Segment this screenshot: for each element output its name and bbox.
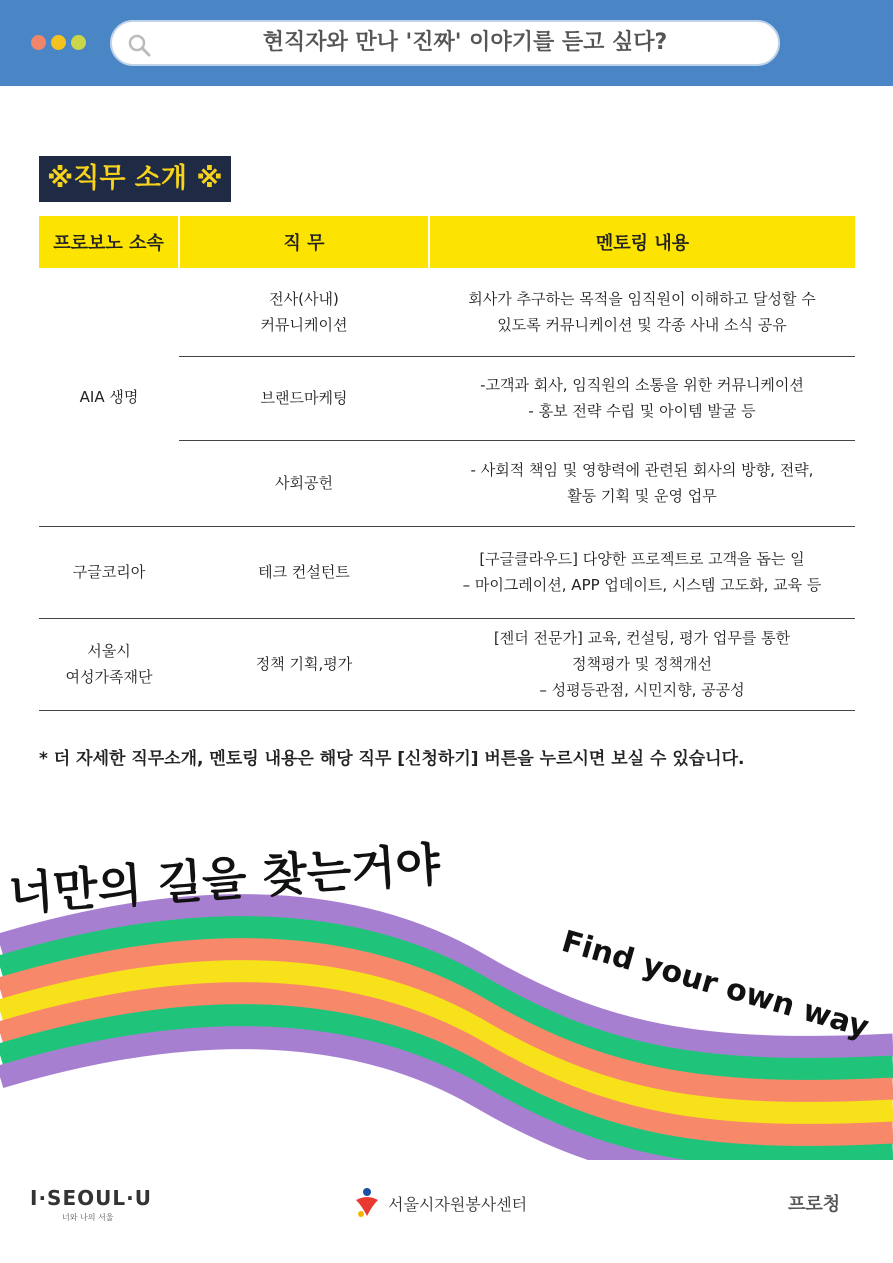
window-dot-red bbox=[31, 35, 46, 50]
search-icon bbox=[126, 32, 152, 58]
table-row bbox=[39, 526, 855, 618]
role-cell: 전사(사내) 커뮤니케이션 bbox=[179, 268, 429, 356]
desc-cell: - 사회적 책임 및 영향력에 관련된 회사의 방향, 전략, 활동 기획 및 운영 업무 bbox=[429, 440, 855, 526]
window-dot-green bbox=[71, 35, 86, 50]
rainbow-stripes bbox=[0, 906, 893, 1160]
table-row bbox=[39, 268, 855, 356]
search-bar[interactable] bbox=[110, 20, 780, 66]
org-cell: 서울시 여성가족재단 bbox=[39, 618, 179, 710]
org-cell: 구글코리아 bbox=[39, 526, 179, 618]
jobs-table bbox=[39, 216, 855, 711]
window-dot-yellow bbox=[51, 35, 66, 50]
english-slogan: Find your own way bbox=[557, 924, 873, 1046]
volunteer-center-icon bbox=[352, 1186, 382, 1220]
volunteer-center-logo: 서울시자원봉사센터 bbox=[352, 1186, 527, 1220]
org-cell: AIA 생명 bbox=[39, 268, 179, 526]
desc-cell: 회사가 추구하는 목적을 임직원이 이해하고 달성할 수 있도록 커뮤니케이션 및 각종 사내 소식 공유 bbox=[429, 268, 855, 356]
rainbow-banner bbox=[0, 830, 893, 1160]
korean-slogan: 너만의 길을 찾는거야 bbox=[7, 836, 442, 921]
section-title: ※직무 소개 ※ bbox=[39, 156, 231, 202]
table-header-row bbox=[39, 216, 855, 268]
header-org: 프로보노 소속 bbox=[39, 216, 179, 268]
role-cell: 테크 컨설턴트 bbox=[179, 526, 429, 618]
desc-cell: -고객과 회사, 임직원의 소통을 위한 커뮤니케이션 - 홍보 전략 수립 및 아이템 발굴 등 bbox=[429, 356, 855, 440]
role-cell: 브랜드마케팅 bbox=[179, 356, 429, 440]
header-desc: 멘토링 내용 bbox=[429, 216, 855, 268]
detail-note: * 더 자세한 직무소개, 멘토링 내용은 해당 직무 [신청하기] 버튼을 누르시면 보실 수 있습니다. bbox=[39, 749, 745, 769]
table-row bbox=[39, 618, 855, 710]
i-seoul-u-logo: I·SEOUL·U 너와 나의 서울 bbox=[30, 1186, 152, 1222]
procheong-logo: 프로청 bbox=[788, 1194, 841, 1215]
header-role: 직 무 bbox=[179, 216, 429, 268]
search-text: 현직자와 만나 '진짜' 이야기를 듣고 싶다? bbox=[262, 30, 668, 55]
role-cell: 정책 기획,평가 bbox=[179, 618, 429, 710]
desc-cell: [구글클라우드] 다양한 프로젝트로 고객을 돕는 일 – 마이그레이션, APP 업데이트, 시스템 고도화, 교육 등 bbox=[429, 526, 855, 618]
role-cell: 사회공헌 bbox=[179, 440, 429, 526]
desc-cell: [젠더 전문가] 교육, 컨설팅, 평가 업무를 통한 정책평가 및 정책개선 – 성평등관점, 시민지향, 공공성 bbox=[429, 618, 855, 710]
top-bar bbox=[0, 0, 893, 86]
